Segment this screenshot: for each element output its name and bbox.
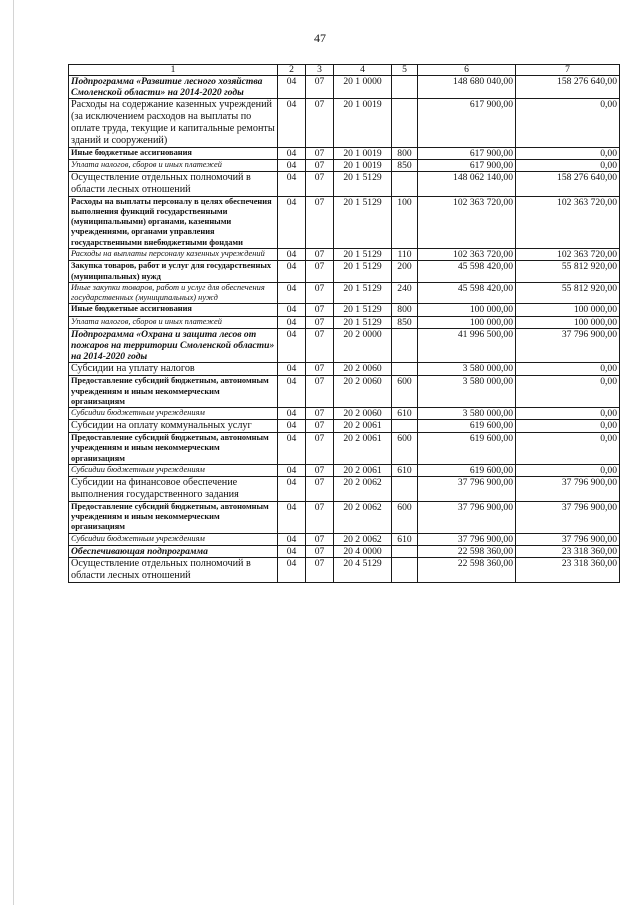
amount-year-1-cell: 617 900,00 xyxy=(418,99,516,147)
expense-type-cell xyxy=(392,545,418,557)
amount-year-1-cell: 619 600,00 xyxy=(418,420,516,433)
subsection-code-cell: 07 xyxy=(306,76,334,99)
table-row xyxy=(69,477,620,502)
amount-year-2-cell: 0,00 xyxy=(516,99,620,147)
subsection-code-cell: 07 xyxy=(306,376,334,408)
section-code-cell: 04 xyxy=(278,172,306,197)
table-row xyxy=(69,261,620,283)
expense-type-cell xyxy=(392,420,418,433)
amount-year-1-cell: 617 900,00 xyxy=(418,159,516,171)
section-code-cell: 04 xyxy=(278,159,306,171)
amount-year-1-cell: 22 598 360,00 xyxy=(418,558,516,583)
target-article-cell: 20 1 0019 xyxy=(334,159,392,171)
amount-year-2-cell: 23 318 360,00 xyxy=(516,558,620,583)
target-article-cell: 20 2 0061 xyxy=(334,420,392,433)
expense-type-cell: 850 xyxy=(392,316,418,328)
target-article-cell: 20 1 5129 xyxy=(334,172,392,197)
amount-year-2-cell: 100 000,00 xyxy=(516,304,620,316)
expense-type-cell: 110 xyxy=(392,249,418,261)
table-row xyxy=(69,316,620,328)
amount-year-1-cell: 619 600,00 xyxy=(418,433,516,465)
subsection-code-cell: 07 xyxy=(306,477,334,502)
amount-year-1-cell: 3 580 000,00 xyxy=(418,363,516,376)
subsection-code-cell: 07 xyxy=(306,363,334,376)
section-code-cell: 04 xyxy=(278,545,306,557)
target-article-cell: 20 2 0000 xyxy=(334,328,392,363)
row-name-cell: Уплата налогов, сборов и иных платежей xyxy=(69,316,278,328)
amount-year-2-cell: 100 000,00 xyxy=(516,316,620,328)
header-col-4: 4 xyxy=(334,65,392,76)
table-row xyxy=(69,172,620,197)
expense-type-cell: 610 xyxy=(392,408,418,420)
target-article-cell: 20 1 5129 xyxy=(334,316,392,328)
expense-type-cell: 800 xyxy=(392,304,418,316)
table-row xyxy=(69,501,620,533)
amount-year-1-cell: 45 598 420,00 xyxy=(418,282,516,304)
section-code-cell: 04 xyxy=(278,282,306,304)
subsection-code-cell: 07 xyxy=(306,249,334,261)
table-row xyxy=(69,376,620,408)
table-body xyxy=(69,76,620,583)
subsection-code-cell: 07 xyxy=(306,261,334,283)
target-article-cell: 20 1 5129 xyxy=(334,261,392,283)
section-code-cell: 04 xyxy=(278,558,306,583)
target-article-cell: 20 1 5129 xyxy=(334,282,392,304)
amount-year-1-cell: 148 062 140,00 xyxy=(418,172,516,197)
expense-type-cell: 100 xyxy=(392,196,418,248)
header-col-6: 6 xyxy=(418,65,516,76)
amount-year-1-cell: 148 680 040,00 xyxy=(418,76,516,99)
table-row xyxy=(69,196,620,248)
expense-type-cell: 200 xyxy=(392,261,418,283)
row-name-cell: Предоставление субсидий бюджетным, автономным учреждениям и иным некоммерческим организациям xyxy=(69,501,278,533)
table-row xyxy=(69,420,620,433)
amount-year-1-cell: 41 996 500,00 xyxy=(418,328,516,363)
subsection-code-cell: 07 xyxy=(306,304,334,316)
table-row xyxy=(69,433,620,465)
expense-type-cell xyxy=(392,363,418,376)
expense-type-cell xyxy=(392,76,418,99)
subsection-code-cell: 07 xyxy=(306,558,334,583)
amount-year-2-cell: 0,00 xyxy=(516,363,620,376)
row-name-cell: Субсидии на финансовое обеспечение выполнения государственного задания xyxy=(69,477,278,502)
section-code-cell: 04 xyxy=(278,304,306,316)
table-row xyxy=(69,408,620,420)
section-code-cell: 04 xyxy=(278,363,306,376)
header-col-2: 2 xyxy=(278,65,306,76)
table-row xyxy=(69,99,620,147)
section-code-cell: 04 xyxy=(278,76,306,99)
amount-year-2-cell: 37 796 900,00 xyxy=(516,533,620,545)
row-name-cell: Субсидии на оплату коммунальных услуг xyxy=(69,420,278,433)
subsection-code-cell: 07 xyxy=(306,159,334,171)
amount-year-1-cell: 102 363 720,00 xyxy=(418,196,516,248)
row-name-cell: Расходы на содержание казенных учреждений (за исключением расходов на выплаты по оплате труда, текущие и капитальные ремонты зданий и сооружений) xyxy=(69,99,278,147)
amount-year-2-cell: 0,00 xyxy=(516,408,620,420)
row-name-cell: Подпрограмма «Развитие лесного хозяйства Смоленской области» на 2014-2020 годы xyxy=(69,76,278,99)
target-article-cell: 20 2 0060 xyxy=(334,408,392,420)
expense-type-cell: 610 xyxy=(392,465,418,477)
section-code-cell: 04 xyxy=(278,376,306,408)
amount-year-2-cell: 37 796 900,00 xyxy=(516,328,620,363)
section-code-cell: 04 xyxy=(278,465,306,477)
table-row xyxy=(69,558,620,583)
row-name-cell: Иные закупки товаров, работ и услуг для обеспечения государственных (муниципальных) нужд xyxy=(69,282,278,304)
target-article-cell: 20 4 0000 xyxy=(334,545,392,557)
target-article-cell: 20 1 0019 xyxy=(334,147,392,159)
row-name-cell: Иные бюджетные ассигнования xyxy=(69,304,278,316)
header-col-7: 7 xyxy=(516,65,620,76)
amount-year-1-cell: 102 363 720,00 xyxy=(418,249,516,261)
subsection-code-cell: 07 xyxy=(306,420,334,433)
row-name-cell: Субсидии на уплату налогов xyxy=(69,363,278,376)
expense-type-cell xyxy=(392,477,418,502)
expense-type-cell xyxy=(392,99,418,147)
amount-year-2-cell: 55 812 920,00 xyxy=(516,282,620,304)
page-number: 47 xyxy=(314,31,326,45)
subsection-code-cell: 07 xyxy=(306,501,334,533)
amount-year-2-cell: 158 276 640,00 xyxy=(516,172,620,197)
target-article-cell: 20 2 0062 xyxy=(334,477,392,502)
amount-year-2-cell: 0,00 xyxy=(516,376,620,408)
table-row xyxy=(69,282,620,304)
target-article-cell: 20 2 0061 xyxy=(334,433,392,465)
row-name-cell: Субсидии бюджетным учреждениям xyxy=(69,533,278,545)
section-code-cell: 04 xyxy=(278,99,306,147)
row-name-cell: Осуществление отдельных полномочий в области лесных отношений xyxy=(69,558,278,583)
amount-year-1-cell: 37 796 900,00 xyxy=(418,501,516,533)
table-row xyxy=(69,363,620,376)
amount-year-1-cell: 45 598 420,00 xyxy=(418,261,516,283)
target-article-cell: 20 1 5129 xyxy=(334,249,392,261)
amount-year-2-cell: 37 796 900,00 xyxy=(516,477,620,502)
table-row xyxy=(69,328,620,363)
table-row xyxy=(69,147,620,159)
row-name-cell: Расходы на выплаты персоналу в целях обеспечения выполнения функций государственными (муниципальными) органами, казенными учреждениями, органами управления государственными внебюджетными фондами xyxy=(69,196,278,248)
section-code-cell: 04 xyxy=(278,316,306,328)
row-name-cell: Субсидии бюджетным учреждениям xyxy=(69,408,278,420)
amount-year-1-cell: 37 796 900,00 xyxy=(418,477,516,502)
subsection-code-cell: 07 xyxy=(306,196,334,248)
row-name-cell: Подпрограмма «Охрана и защита лесов от пожаров на территории Смоленской области» на 2014-2020 годы xyxy=(69,328,278,363)
subsection-code-cell: 07 xyxy=(306,282,334,304)
target-article-cell: 20 2 0061 xyxy=(334,465,392,477)
amount-year-2-cell: 0,00 xyxy=(516,465,620,477)
section-code-cell: 04 xyxy=(278,408,306,420)
subsection-code-cell: 07 xyxy=(306,316,334,328)
subsection-code-cell: 07 xyxy=(306,147,334,159)
amount-year-1-cell: 100 000,00 xyxy=(418,316,516,328)
table-row xyxy=(69,76,620,99)
target-article-cell: 20 1 5129 xyxy=(334,304,392,316)
section-code-cell: 04 xyxy=(278,261,306,283)
table-row xyxy=(69,159,620,171)
subsection-code-cell: 07 xyxy=(306,545,334,557)
header-col-3: 3 xyxy=(306,65,334,76)
target-article-cell: 20 1 0000 xyxy=(334,76,392,99)
row-name-cell: Иные бюджетные ассигнования xyxy=(69,147,278,159)
table-row xyxy=(69,249,620,261)
amount-year-1-cell: 3 580 000,00 xyxy=(418,408,516,420)
amount-year-2-cell: 102 363 720,00 xyxy=(516,196,620,248)
amount-year-1-cell: 617 900,00 xyxy=(418,147,516,159)
target-article-cell: 20 4 5129 xyxy=(334,558,392,583)
amount-year-1-cell: 22 598 360,00 xyxy=(418,545,516,557)
amount-year-1-cell: 3 580 000,00 xyxy=(418,376,516,408)
amount-year-1-cell: 37 796 900,00 xyxy=(418,533,516,545)
expense-type-cell: 240 xyxy=(392,282,418,304)
expense-type-cell xyxy=(392,172,418,197)
amount-year-2-cell: 102 363 720,00 xyxy=(516,249,620,261)
subsection-code-cell: 07 xyxy=(306,465,334,477)
subsection-code-cell: 07 xyxy=(306,172,334,197)
section-code-cell: 04 xyxy=(278,249,306,261)
row-name-cell: Закупка товаров, работ и услуг для государственных (муниципальных) нужд xyxy=(69,261,278,283)
target-article-cell: 20 2 0060 xyxy=(334,376,392,408)
table-row xyxy=(69,545,620,557)
target-article-cell: 20 2 0060 xyxy=(334,363,392,376)
subsection-code-cell: 07 xyxy=(306,99,334,147)
amount-year-2-cell: 0,00 xyxy=(516,420,620,433)
target-article-cell: 20 1 0019 xyxy=(334,99,392,147)
expense-type-cell: 610 xyxy=(392,533,418,545)
target-article-cell: 20 2 0062 xyxy=(334,501,392,533)
budget-table xyxy=(68,64,620,583)
amount-year-2-cell: 0,00 xyxy=(516,147,620,159)
expense-type-cell: 600 xyxy=(392,376,418,408)
row-name-cell: Предоставление субсидий бюджетным, автономным учреждениям и иным некоммерческим организациям xyxy=(69,433,278,465)
amount-year-2-cell: 55 812 920,00 xyxy=(516,261,620,283)
table-row xyxy=(69,533,620,545)
section-code-cell: 04 xyxy=(278,533,306,545)
expense-type-cell xyxy=(392,328,418,363)
amount-year-2-cell: 158 276 640,00 xyxy=(516,76,620,99)
table-row xyxy=(69,465,620,477)
section-code-cell: 04 xyxy=(278,196,306,248)
section-code-cell: 04 xyxy=(278,477,306,502)
expense-type-cell: 800 xyxy=(392,147,418,159)
row-name-cell: Осуществление отдельных полномочий в области лесных отношений xyxy=(69,172,278,197)
row-name-cell: Уплата налогов, сборов и иных платежей xyxy=(69,159,278,171)
header-row xyxy=(69,65,620,76)
section-code-cell: 04 xyxy=(278,433,306,465)
row-name-cell: Предоставление субсидий бюджетным, автономным учреждениям и иным некоммерческим организациям xyxy=(69,376,278,408)
amount-year-2-cell: 0,00 xyxy=(516,433,620,465)
subsection-code-cell: 07 xyxy=(306,533,334,545)
amount-year-2-cell: 23 318 360,00 xyxy=(516,545,620,557)
expense-type-cell xyxy=(392,558,418,583)
target-article-cell: 20 1 5129 xyxy=(334,196,392,248)
table-row xyxy=(69,304,620,316)
header-col-1: 1 xyxy=(69,65,278,76)
target-article-cell: 20 2 0062 xyxy=(334,533,392,545)
amount-year-1-cell: 100 000,00 xyxy=(418,304,516,316)
section-code-cell: 04 xyxy=(278,420,306,433)
amount-year-2-cell: 0,00 xyxy=(516,159,620,171)
subsection-code-cell: 07 xyxy=(306,408,334,420)
scan-edge-line xyxy=(13,0,14,905)
amount-year-1-cell: 619 600,00 xyxy=(418,465,516,477)
expense-type-cell: 850 xyxy=(392,159,418,171)
section-code-cell: 04 xyxy=(278,147,306,159)
row-name-cell: Расходы на выплаты персоналу казенных учреждений xyxy=(69,249,278,261)
expense-type-cell: 600 xyxy=(392,433,418,465)
header-col-5: 5 xyxy=(392,65,418,76)
section-code-cell: 04 xyxy=(278,501,306,533)
amount-year-2-cell: 37 796 900,00 xyxy=(516,501,620,533)
row-name-cell: Обеспечивающая подпрограмма xyxy=(69,545,278,557)
subsection-code-cell: 07 xyxy=(306,328,334,363)
subsection-code-cell: 07 xyxy=(306,433,334,465)
expense-type-cell: 600 xyxy=(392,501,418,533)
row-name-cell: Субсидии бюджетным учреждениям xyxy=(69,465,278,477)
section-code-cell: 04 xyxy=(278,328,306,363)
